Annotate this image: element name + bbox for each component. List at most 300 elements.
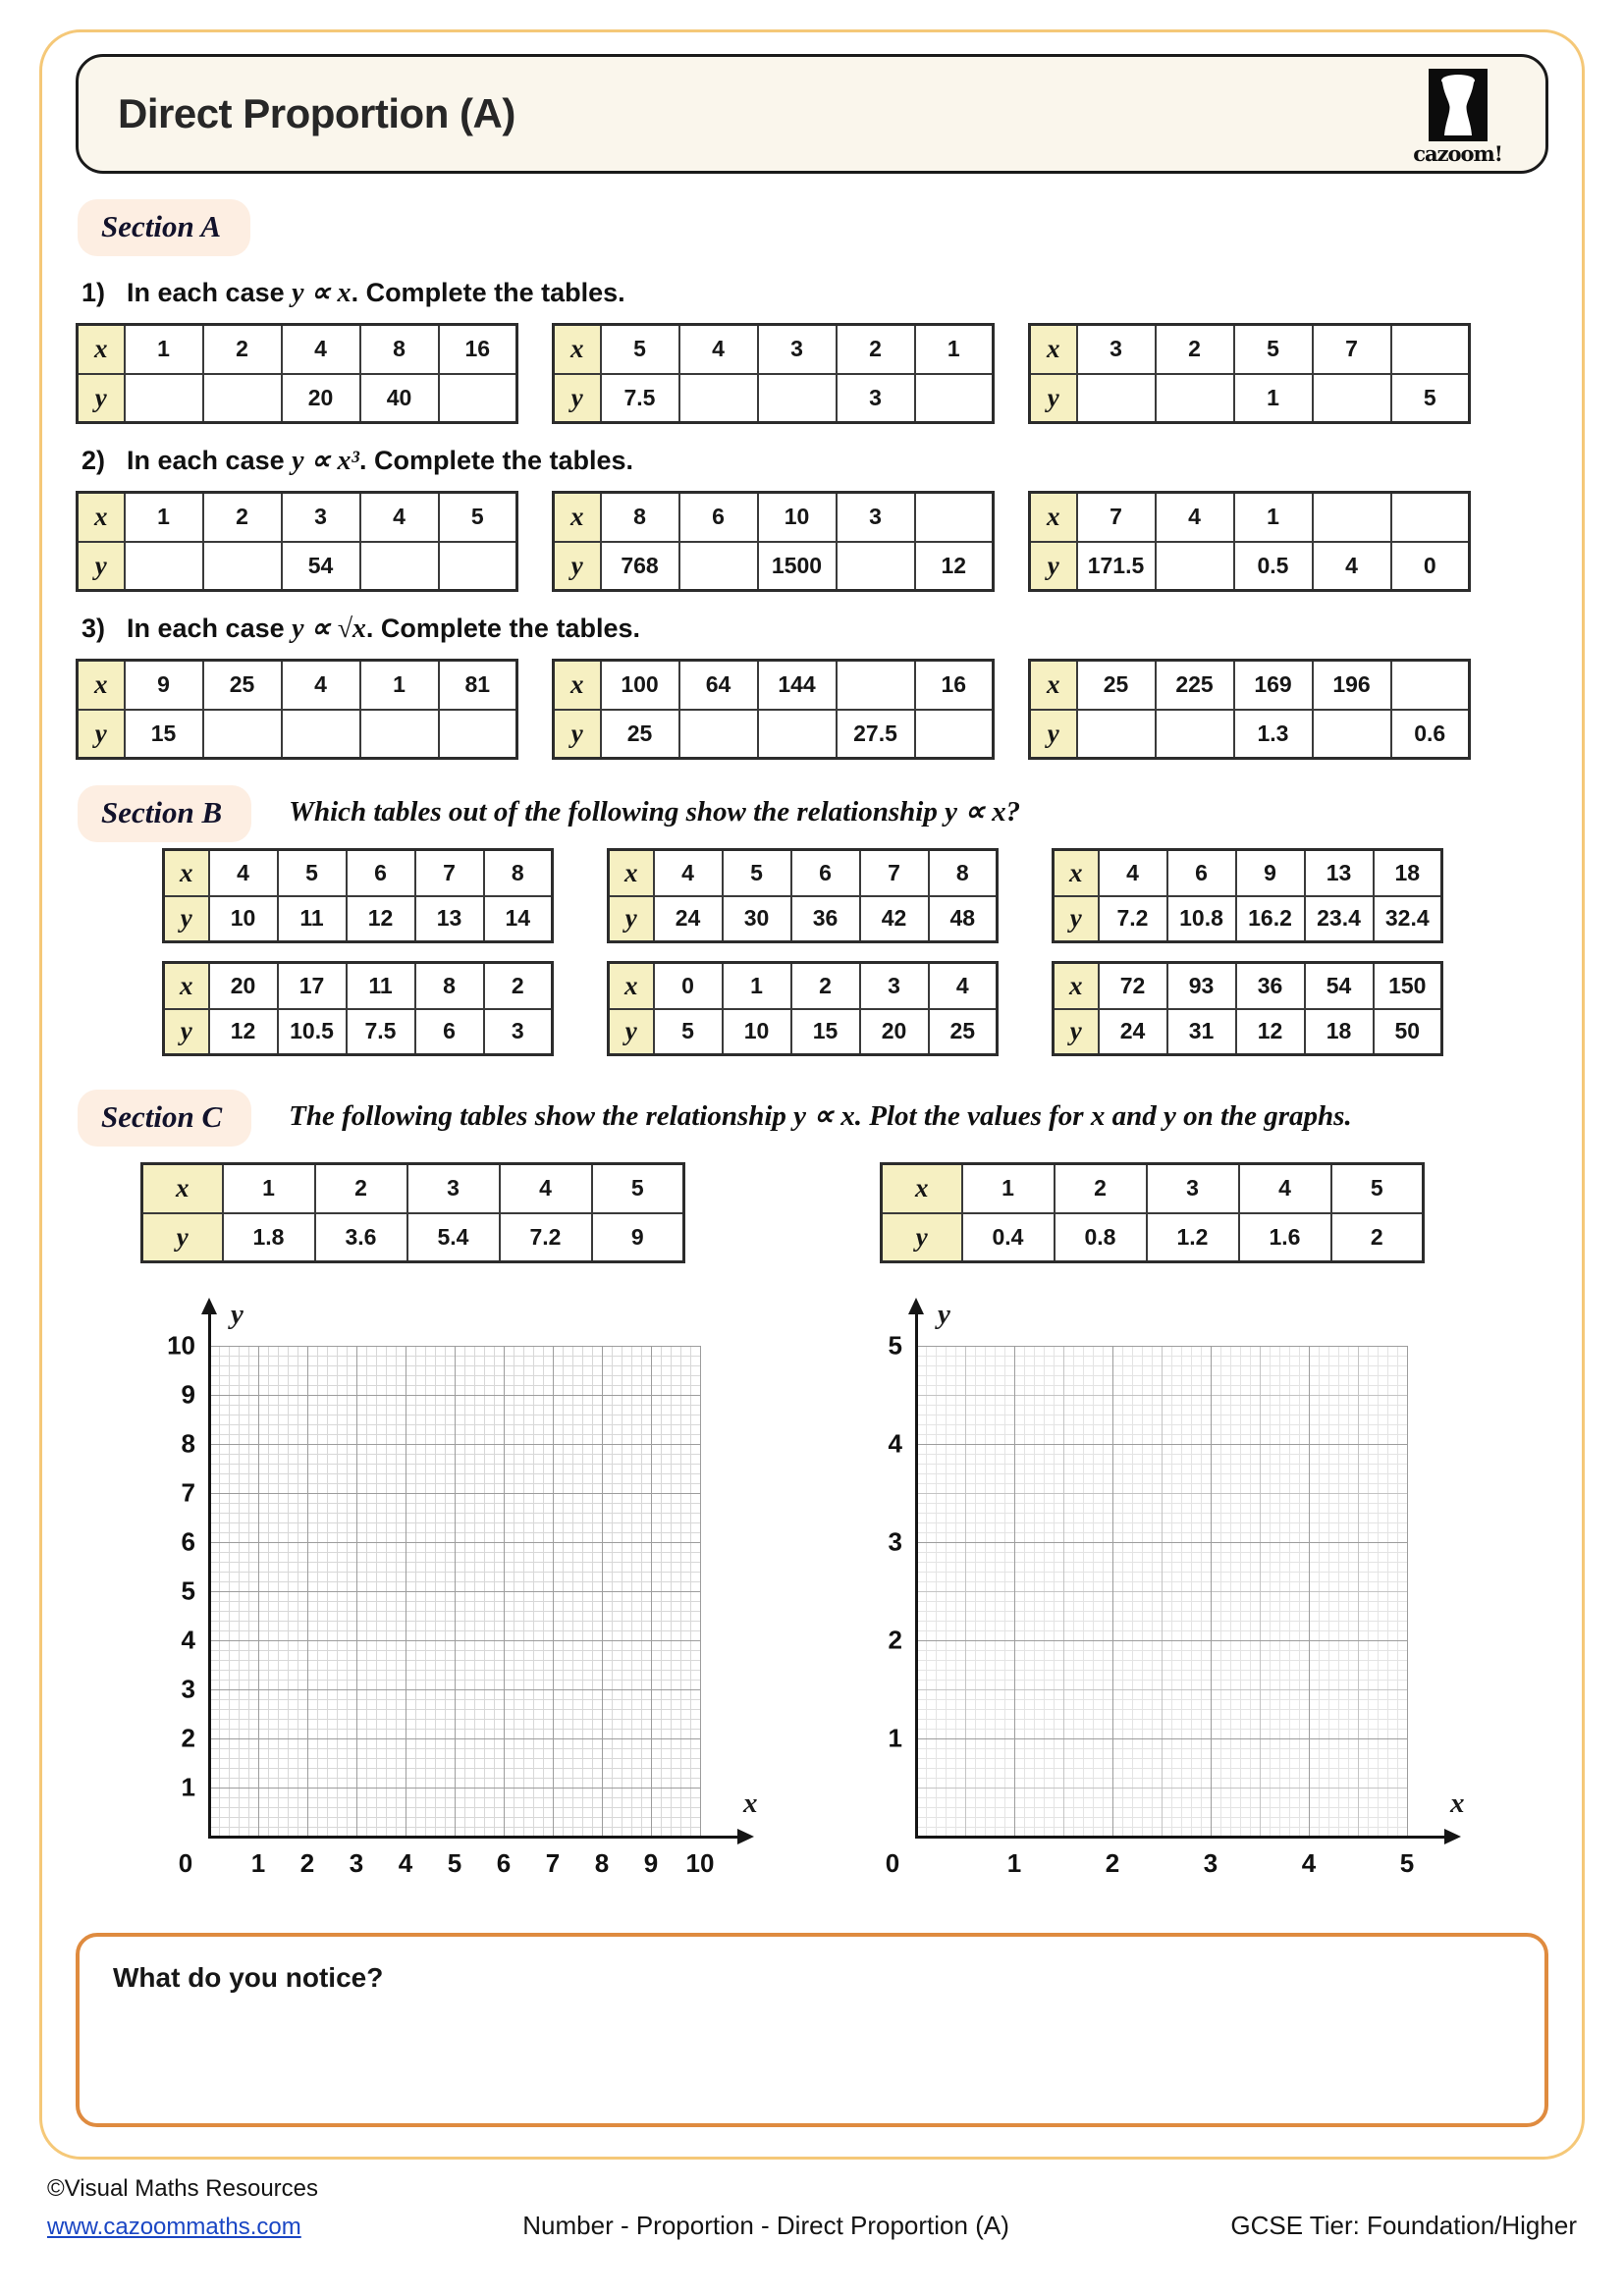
table-cell: 8 [484, 850, 553, 896]
footer-topic: Number - Proportion - Direct Proportion (A) [522, 2211, 1009, 2240]
y-tick-label: 6 [181, 1526, 195, 1557]
y-tick-label: 2 [181, 1723, 195, 1753]
table-cell: 24 [654, 896, 723, 942]
table-a2-3 [1028, 491, 1471, 592]
x-tick-label: 6 [496, 1848, 512, 1878]
table-cell: 10 [758, 493, 837, 542]
question-2-text [81, 444, 1548, 477]
table-cell-empty [203, 710, 282, 759]
table-cell: 7.5 [347, 1009, 415, 1055]
table-a3-2 [552, 659, 995, 760]
table-cell: 3 [484, 1009, 553, 1055]
table-cell: 12 [209, 1009, 278, 1055]
table-b-3 [1052, 848, 1443, 943]
y-axis-label: y [231, 1299, 244, 1330]
table-cell: 1.6 [1239, 1213, 1331, 1262]
question-3-tables [76, 659, 1548, 760]
table-cell: 2 [203, 325, 282, 374]
table-cell-empty [679, 710, 758, 759]
table-cell-empty [1391, 493, 1470, 542]
table-cell: 30 [723, 896, 791, 942]
question-1 [76, 276, 1548, 424]
table-cell: 0.8 [1055, 1213, 1147, 1262]
xy-table [140, 1162, 685, 1263]
table-cell: 50 [1374, 1009, 1442, 1055]
table-variable-y: y [164, 896, 209, 942]
table-cell: 2 [203, 493, 282, 542]
table-cell-empty [1077, 710, 1156, 759]
table-variable-x: x [164, 963, 209, 1009]
x-tick-label: 5 [1399, 1848, 1415, 1878]
table-a1-1 [76, 323, 518, 424]
x-tick-label: 2 [1105, 1848, 1120, 1878]
xy-table [76, 323, 518, 424]
table-cell: 14 [484, 896, 553, 942]
table-cell: 18 [1305, 1009, 1374, 1055]
xy-table [162, 848, 554, 943]
notice-box [76, 1933, 1548, 2127]
table-variable-x: x [78, 661, 125, 710]
table-cell: 169 [1234, 661, 1313, 710]
drum-icon [1429, 69, 1488, 141]
question-3-text [81, 612, 1548, 645]
xy-table [1028, 491, 1471, 592]
footer [39, 2175, 1585, 2241]
table-cell: 2 [837, 325, 915, 374]
table-cell: 3 [837, 493, 915, 542]
table-cell: 25 [1077, 661, 1156, 710]
y-tick-label: 2 [888, 1625, 902, 1655]
question-2-tables [76, 491, 1548, 592]
table-cell-empty [1077, 374, 1156, 423]
table-cell: 5 [439, 493, 517, 542]
table-cell: 5 [1391, 374, 1470, 423]
table-cell: 196 [1313, 661, 1391, 710]
table-c-1 [140, 1162, 685, 1263]
table-variable-x: x [554, 493, 601, 542]
table-cell: 9 [125, 661, 203, 710]
table-cell: 5 [723, 850, 791, 896]
table-cell: 81 [439, 661, 517, 710]
table-cell: 7.2 [1099, 896, 1167, 942]
footer-copyright: ©Visual Maths Resources [47, 2175, 319, 2202]
y-axis [915, 1312, 918, 1839]
table-cell-empty [915, 710, 994, 759]
table-variable-y: y [554, 542, 601, 591]
table-cell: 225 [1156, 661, 1234, 710]
table-cell: 12 [1236, 1009, 1305, 1055]
table-variable-x: x [1030, 325, 1077, 374]
question-pre: In each case [127, 278, 293, 307]
table-variable-y: y [609, 1009, 654, 1055]
table-cell: 3 [1077, 325, 1156, 374]
table-cell: 4 [1313, 542, 1391, 591]
question-1-tables [76, 323, 1548, 424]
table-cell: 768 [601, 542, 679, 591]
xy-table [1028, 659, 1471, 760]
header [76, 54, 1548, 174]
section-a-header [78, 199, 1548, 256]
table-variable-x: x [164, 850, 209, 896]
table-cell: 6 [791, 850, 860, 896]
x-tick-label: 4 [398, 1848, 413, 1878]
table-variable-x: x [1030, 661, 1077, 710]
table-cell: 3 [282, 493, 360, 542]
table-cell: 7 [1077, 493, 1156, 542]
y-tick-label: 5 [181, 1575, 195, 1606]
table-variable-y: y [1054, 1009, 1099, 1055]
table-cell: 3 [758, 325, 837, 374]
x-tick-label: 1 [250, 1848, 266, 1878]
y-tick-label: 9 [181, 1379, 195, 1410]
question-math: y ∝ √x [292, 614, 366, 644]
table-cell: 15 [125, 710, 203, 759]
table-cell: 3.6 [315, 1213, 407, 1262]
x-tick-label: 4 [1301, 1848, 1317, 1878]
x-axis [916, 1836, 1446, 1839]
table-cell: 0.5 [1234, 542, 1313, 591]
question-2 [76, 444, 1548, 592]
table-cell-empty [1391, 661, 1470, 710]
table-cell: 15 [791, 1009, 860, 1055]
table-cell: 7 [415, 850, 484, 896]
table-cell-empty [837, 542, 915, 591]
table-cell: 5 [1331, 1164, 1424, 1213]
y-tick-label: 7 [181, 1477, 195, 1508]
table-cell: 5.4 [407, 1213, 500, 1262]
table-cell: 10 [723, 1009, 791, 1055]
table-cell-empty [439, 542, 517, 591]
x-tick-label: 8 [594, 1848, 610, 1878]
y-tick-label: 1 [888, 1723, 902, 1753]
table-variable-x: x [882, 1164, 962, 1213]
table-cell: 25 [601, 710, 679, 759]
section-b-tables-row-2 [162, 961, 1548, 1056]
table-variable-y: y [78, 542, 125, 591]
y-axis-label: y [938, 1299, 950, 1330]
table-cell: 144 [758, 661, 837, 710]
table-cell: 171.5 [1077, 542, 1156, 591]
table-cell: 100 [601, 661, 679, 710]
table-cell-empty [1391, 325, 1470, 374]
xy-table [76, 659, 518, 760]
page-title: Direct Proportion (A) [118, 90, 515, 136]
table-cell: 2 [1331, 1213, 1424, 1262]
section-c-header [78, 1090, 1548, 1147]
table-a2-1 [76, 491, 518, 592]
table-cell: 2 [1055, 1164, 1147, 1213]
xy-table [76, 491, 518, 592]
table-cell: 3 [837, 374, 915, 423]
table-a1-2 [552, 323, 995, 424]
table-cell: 5 [592, 1164, 684, 1213]
table-cell: 5 [278, 850, 347, 896]
section-c-tables [140, 1162, 1548, 1263]
section-c-prompt: The following tables show the relationship y ∝ x. Plot the values for x and y on the graphs. [289, 1099, 1352, 1132]
table-cell: 4 [1099, 850, 1167, 896]
table-cell-empty [439, 710, 517, 759]
table-c-2 [880, 1162, 1425, 1263]
table-cell-empty [679, 374, 758, 423]
section-b-tables-row-1 [162, 848, 1548, 943]
x-tick-label: 0 [178, 1848, 193, 1878]
table-b-4 [162, 961, 554, 1056]
table-cell-empty [1313, 710, 1391, 759]
table-cell: 7.2 [500, 1213, 592, 1262]
table-cell: 20 [282, 374, 360, 423]
notice-label: What do you notice? [113, 1962, 384, 1993]
table-cell: 4 [929, 963, 998, 1009]
table-cell: 10.8 [1167, 896, 1236, 942]
table-cell: 4 [654, 850, 723, 896]
table-b-5 [607, 961, 999, 1056]
table-cell: 1 [360, 661, 439, 710]
question-number: 2) [81, 446, 106, 475]
table-cell: 3 [407, 1164, 500, 1213]
table-cell-empty [125, 542, 203, 591]
y-tick-label: 3 [888, 1526, 902, 1557]
table-cell: 1 [1234, 493, 1313, 542]
table-variable-y: y [142, 1213, 223, 1262]
y-tick-label: 4 [888, 1428, 902, 1459]
xy-table [1028, 323, 1471, 424]
table-cell: 4 [500, 1164, 592, 1213]
table-cell: 9 [1236, 850, 1305, 896]
x-axis-label: x [743, 1788, 758, 1819]
table-cell-empty [1156, 374, 1234, 423]
table-cell: 4 [1156, 493, 1234, 542]
xy-table [162, 961, 554, 1056]
table-cell: 16 [915, 661, 994, 710]
table-cell: 1.3 [1234, 710, 1313, 759]
table-variable-y: y [78, 710, 125, 759]
xy-table [552, 323, 995, 424]
table-cell: 8 [929, 850, 998, 896]
table-cell: 54 [282, 542, 360, 591]
x-axis-arrow-icon [737, 1829, 754, 1844]
question-post: . Complete the tables. [351, 278, 625, 307]
table-cell: 54 [1305, 963, 1374, 1009]
table-cell-empty [758, 710, 837, 759]
table-a3-1 [76, 659, 518, 760]
table-cell: 5 [1234, 325, 1313, 374]
x-tick-label: 10 [685, 1848, 715, 1878]
table-cell: 5 [601, 325, 679, 374]
x-tick-label: 3 [1203, 1848, 1218, 1878]
xy-table [607, 848, 999, 943]
table-cell-empty [758, 374, 837, 423]
table-variable-y: y [554, 374, 601, 423]
table-cell: 12 [915, 542, 994, 591]
table-variable-x: x [609, 850, 654, 896]
table-cell-empty [203, 542, 282, 591]
table-cell: 10.5 [278, 1009, 347, 1055]
table-variable-x: x [78, 325, 125, 374]
table-cell: 0.4 [962, 1213, 1055, 1262]
table-cell-empty [1156, 710, 1234, 759]
xy-table [1052, 961, 1443, 1056]
section-b-label: Section B [78, 785, 251, 842]
x-tick-label: 5 [447, 1848, 462, 1878]
x-tick-label: 0 [885, 1848, 900, 1878]
xy-table [607, 961, 999, 1056]
table-cell: 36 [791, 896, 860, 942]
table-cell: 4 [360, 493, 439, 542]
table-variable-x: x [1054, 850, 1099, 896]
table-cell: 1 [125, 325, 203, 374]
x-tick-label: 3 [349, 1848, 364, 1878]
table-variable-y: y [554, 710, 601, 759]
question-number: 1) [81, 278, 106, 307]
table-cell: 1 [962, 1164, 1055, 1213]
table-a1-3 [1028, 323, 1471, 424]
table-variable-y: y [609, 896, 654, 942]
xy-table [552, 659, 995, 760]
y-tick-label: 5 [888, 1330, 902, 1361]
table-cell: 8 [415, 963, 484, 1009]
footer-tier: GCSE Tier: Foundation/Higher [1230, 2211, 1577, 2240]
table-cell: 6 [679, 493, 758, 542]
y-tick-label: 4 [181, 1625, 195, 1655]
table-cell-empty [360, 710, 439, 759]
table-cell: 48 [929, 896, 998, 942]
section-b-header [78, 785, 1548, 842]
table-cell: 13 [1305, 850, 1374, 896]
table-cell: 40 [360, 374, 439, 423]
x-tick-label: 2 [299, 1848, 315, 1878]
table-cell: 0.6 [1391, 710, 1470, 759]
table-cell: 1 [723, 963, 791, 1009]
table-cell-empty [439, 374, 517, 423]
xy-table [1052, 848, 1443, 943]
x-axis-label: x [1450, 1788, 1465, 1819]
table-cell: 1 [1234, 374, 1313, 423]
table-cell: 2 [315, 1164, 407, 1213]
table-cell-empty [282, 710, 360, 759]
graph-right-grid [916, 1346, 1408, 1838]
table-cell: 3 [1147, 1164, 1239, 1213]
table-cell: 25 [203, 661, 282, 710]
y-axis-arrow-icon [908, 1298, 924, 1314]
table-cell-empty [1313, 493, 1391, 542]
section-a-label: Section A [78, 199, 250, 256]
table-cell: 7.5 [601, 374, 679, 423]
table-cell-empty [679, 542, 758, 591]
y-tick-label: 3 [181, 1674, 195, 1704]
table-cell-empty [360, 542, 439, 591]
table-cell: 2 [484, 963, 553, 1009]
table-cell: 4 [282, 661, 360, 710]
table-b-6 [1052, 961, 1443, 1056]
table-cell: 72 [1099, 963, 1167, 1009]
table-variable-x: x [554, 325, 601, 374]
table-cell: 25 [929, 1009, 998, 1055]
table-cell: 7 [1313, 325, 1391, 374]
graph-left-grid [209, 1346, 701, 1838]
question-pre: In each case [127, 614, 293, 643]
table-cell: 20 [860, 1009, 929, 1055]
question-pre: In each case [127, 446, 293, 475]
table-cell: 8 [601, 493, 679, 542]
table-a3-3 [1028, 659, 1471, 760]
table-variable-y: y [1054, 896, 1099, 942]
table-cell: 1 [915, 325, 994, 374]
footer-link[interactable]: www.cazoommaths.com [47, 2214, 301, 2240]
table-cell: 3 [860, 963, 929, 1009]
table-cell: 2 [1156, 325, 1234, 374]
table-cell: 4 [282, 325, 360, 374]
y-axis [208, 1312, 211, 1839]
table-variable-y: y [1030, 710, 1077, 759]
table-cell: 9 [592, 1213, 684, 1262]
table-cell: 36 [1236, 963, 1305, 1009]
question-1-text [81, 276, 1548, 309]
question-post: . Complete the tables. [365, 614, 640, 643]
cazoom-logo [1413, 69, 1502, 166]
table-cell-empty [915, 374, 994, 423]
table-cell: 4 [1239, 1164, 1331, 1213]
table-cell: 150 [1374, 963, 1442, 1009]
table-cell: 0 [654, 963, 723, 1009]
table-variable-x: x [142, 1164, 223, 1213]
table-cell: 20 [209, 963, 278, 1009]
graph-right [828, 1297, 1476, 1899]
table-variable-y: y [882, 1213, 962, 1262]
table-cell-empty [837, 661, 915, 710]
table-cell: 1 [223, 1164, 315, 1213]
y-tick-label: 1 [181, 1772, 195, 1802]
table-cell: 32.4 [1374, 896, 1442, 942]
table-a2-2 [552, 491, 995, 592]
table-cell: 12 [347, 896, 415, 942]
y-tick-label: 10 [167, 1330, 195, 1361]
table-cell: 6 [347, 850, 415, 896]
footer-row [47, 2211, 1577, 2241]
table-cell-empty [1313, 374, 1391, 423]
y-tick-label: 8 [181, 1428, 195, 1459]
table-b-2 [607, 848, 999, 943]
table-cell: 42 [860, 896, 929, 942]
table-cell-empty [915, 493, 994, 542]
x-axis-arrow-icon [1444, 1829, 1461, 1844]
table-cell-empty [203, 374, 282, 423]
table-cell: 1.8 [223, 1213, 315, 1262]
table-cell: 10 [209, 896, 278, 942]
table-cell: 23.4 [1305, 896, 1374, 942]
table-variable-x: x [554, 661, 601, 710]
table-cell: 6 [415, 1009, 484, 1055]
table-b-1 [162, 848, 554, 943]
table-cell: 11 [278, 896, 347, 942]
table-cell: 7 [860, 850, 929, 896]
table-cell: 11 [347, 963, 415, 1009]
table-variable-y: y [1030, 542, 1077, 591]
table-variable-y: y [164, 1009, 209, 1055]
logo-text: cazoom! [1413, 140, 1502, 166]
table-cell: 27.5 [837, 710, 915, 759]
table-variable-x: x [609, 963, 654, 1009]
outer-frame [39, 29, 1585, 2160]
x-tick-label: 9 [643, 1848, 659, 1878]
x-tick-label: 1 [1006, 1848, 1022, 1878]
question-math: y ∝ x³ [292, 446, 359, 476]
table-cell: 5 [654, 1009, 723, 1055]
table-cell: 0 [1391, 542, 1470, 591]
section-c-label: Section C [78, 1090, 251, 1147]
table-cell-empty [1156, 542, 1234, 591]
table-cell-empty [125, 374, 203, 423]
table-cell: 4 [679, 325, 758, 374]
